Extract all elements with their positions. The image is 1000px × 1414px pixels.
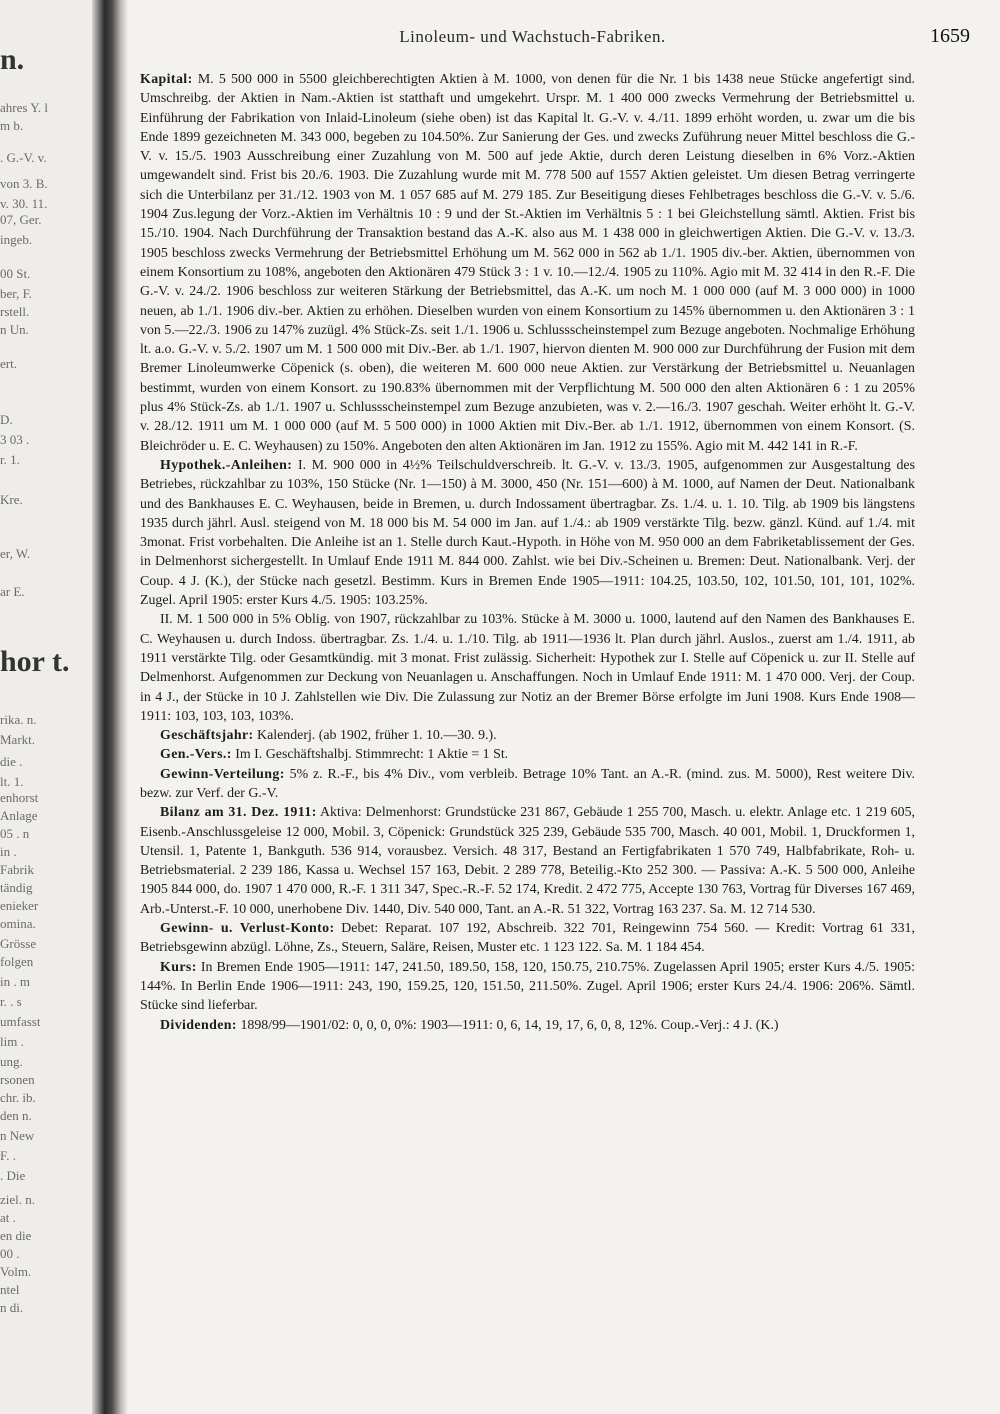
- gutter-text-fragment: in . m: [0, 974, 30, 989]
- gutter-text-fragment: ntel: [0, 1282, 20, 1297]
- gutter-text-fragment: 00 St.: [0, 266, 31, 281]
- gutter-text-fragment: enhorst: [0, 790, 39, 805]
- article-body: [140, 70, 915, 1035]
- gutter-text-fragment: at .: [0, 1210, 16, 1225]
- gutter-text-fragment: tändig: [0, 880, 33, 895]
- section-paragraph: [140, 726, 915, 745]
- gutter-text-fragment: Anlage: [0, 808, 38, 823]
- gutter-text-fragment: v. 30. 11.: [0, 196, 48, 211]
- section-label: Gewinn-Verteilung:: [160, 766, 285, 782]
- gutter-text-fragment: rika. n.: [0, 712, 37, 727]
- page-header: [135, 25, 970, 51]
- section-text: Aktiva: Delmenhorst: Grundstücke 231 867, Gebäude 1 255 700, Masch. u. elektr. Anlage etc. 1 219 605, Eisenb.-Anschlussgeleise 12 000, Mobil. 3, Cöpenick: Grundstück 325 239, Gebäude 535 700, Masch. 40 001, Mobil. 1, Druckformen 1, Utensil. 1, Patente 1, Bankguth. 536 914, vorausbez. Versich. 48 317, Bestand an Fertigfabrikaten 1 570 749, Halbfabrikate, Roh- u. Betriebsmaterial. 2 239 186, Kassa u. Wechsel 157 163, Debit. 2 289 778, Beteilig.-Kto 252 300. — Passiva: A.-K. 5 500 000, Anleihe 1905 844 000, do. 1907 1 470 000, R.-F. 1 311 347, Spec.-R.-F. 52 174, Kredit. 2 472 775, Accepte 130 763, Vortrag für Diverses 167 469, Arb.-Unterst.-F. 10 000, unerhobene Div. 1440, Div. 540 000, Tant. an A.-R. 51 322, Vortrag 163 237. Sa. M. 12 714 530.: [140, 805, 915, 917]
- gutter-text-fragment: rsonen: [0, 1072, 35, 1087]
- gutter-text-fragment: D.: [0, 412, 13, 427]
- gutter-text-fragment: m b.: [0, 118, 24, 133]
- section-text: M. 5 500 000 in 5500 gleichberechtigten Aktien à M. 1000, von denen für die Nr. 1 bis 1438 neue Stücke angefertigt sind. Umschreibg. der Aktien in Nam.-Aktien ist statthaft und umgekehrt. Urspr. M. 1 400 000 zwecks Vermehrung der Betriebsmittel u. Einführung der Fabrikation von Inlaid-Linoleum (siehe oben) ist das Kapital lt. G.-V. v. 4./11. 1899 erhöht worden, u. zwar um die bis Ende 1899 gezeichneten M. 343 000, begeben zu 104.50%. Zur Sanierung der Ges. und zwecks Zuführung neuer Mittel beschloss die G.-V. v. 15./5. 1903 Ausschreibung einer Zuzahlung von M. 500 auf jede Aktie, durch deren Leistung dieselben in 6% Vorz.-Aktien umgewandelt sind. Frist bis 20./6. 1903. Die Zuzahlung wurde mit M. 778 500 auf 1557 Aktien geleistet. Um diesen Betrag verringerte sich die Unterbilanz per 31./12. 1903 von M. 1 057 685 auf M. 279 185. Zur Beseitigung dieses Fehlbetrages beschloss die G.-V. v. 5./6. 1904 Zus.legung der Vorz.-Aktien im Verhältnis 10 : 9 und der St.-Aktien im Verhältnis 5 : 1 bei Gleichstellung sämtl. Aktien. Frist bis 15./10. 1904. Nach Durchführung der Transaktion bestand das A.-K. also aus M. 1 438 000 in gleichwertigen Aktien. Die G.-V. v. 13./3. 1905 beschloss zwecks Vermehrung der Betriebsmittel Erhöhung um M. 562 000 in 562 ab 1./1. 1905 div.-ber. Aktien, übernommen von einem Konsortium zu 108%, angeboten den Aktionären 479 Stück 3 : 1 v. 10.—12./4. 1905 zu 110%. Agio mit M. 32 414 in den R.-F. Die G.-V. v. 24./2. 1906 beschloss zur weiteren Stärkung der Betriebsmittel, das A.-K. um noch M. 1 000 000 (auf M. 3 000 000) in 1000 neuen, ab 1./1. 1906 div.-ber. Aktien zu erhöhen. Dieselben wurden von einem Konsortium zu 145% übernommen u. den Aktionären 3 : 1 von 5.—22./3. 1906 zu 147% zuzügl. 4% Stück-Zs. seit 1./1. 1906 u. Schlussscheinstempel zum Bezuge angeboten. Nochmalige Erhöhung lt. a.o. G.-V. v. 5./2. 1907 um M. 1 500 000 mit Div.-Ber. ab 1./1. 1907, hiervon dienten M. 900 000 zur Durchführung der Fusion mit dem Bremer Linoleumwerke Cöpenick (s. oben), die weiteren M. 600 000 neue Aktien. zur Verstärkung der Betriebsmittel u. Neuanlagen bestimmt, wurden von einem Konsort. zu 190.83% übernommen mit der Verpflichtung M. 500 000 den alten Aktionären 6 : 1 zu 205% plus 4% Stück-Zs. ab 1./1. 1907 u. Schlussscheinstempel zum Bezuge anzubieten, was v. 2.—16./3. 1907 geschah. Weiter erhöht lt. G.-V. v. 28./12. 1911 um M. 1 000 000 (auf M. 5 500 000) in 1000 Aktien mit Div.-Ber. ab 1./1. 1912, übernommen von einem Konsort. (S. Bleichröder u. E. C. Weyhausen) zu 150%. Angeboten den alten Aktionären im Jan. 1912 zu 155%. Agio mit M. 442 141 in R.-F.: [140, 72, 915, 454]
- gutter-text-fragment: 07, Ger.: [0, 212, 42, 227]
- gutter-text-fragment: die .: [0, 754, 23, 769]
- gutter-text-fragment: Markt.: [0, 732, 36, 747]
- section-label: Kapital:: [140, 72, 193, 87]
- gutter-text-fragment: n.: [0, 43, 25, 76]
- gutter-text-fragment: er, W.: [0, 546, 31, 561]
- section-text: In Bremen Ende 1905—1911: 147, 241.50, 189.50, 158, 120, 150.75, 210.75%. Zugelassen April 1905; erster Kurs 4./5. 1905: 144%. In Berlin Ende 1906—1911: 243, 190, 159.25, 120, 151.50, 211.50%. Zugel. April 1906; erster Kurs 24./4. 1906: 206%. Sämtl. Stücke sind lieferbar.: [140, 959, 915, 1014]
- section-text: Kalenderj. (ab 1902, früher 1. 10.—30. 9.).: [257, 728, 497, 744]
- gutter-text-fragment: . G.-V. v.: [0, 150, 47, 165]
- gutter-text-fragment: 00 .: [0, 1246, 20, 1261]
- gutter-text-fragment: Volm.: [0, 1264, 32, 1279]
- gutter-text-fragment: ar E.: [0, 584, 25, 599]
- section-paragraph: [140, 919, 915, 958]
- adjacent-page-gutter: [0, 0, 95, 1414]
- running-title: Linoleum- und Wachstuch-Fabriken.: [399, 27, 666, 46]
- section-paragraph: [140, 456, 915, 610]
- gutter-text-fragment: ingeb.: [0, 232, 33, 247]
- gutter-text-fragment: en die: [0, 1228, 32, 1243]
- section-paragraph: [140, 1016, 915, 1035]
- gutter-text-fragment: omina.: [0, 916, 36, 931]
- gutter-text-fragment: ziel. n.: [0, 1192, 36, 1207]
- gutter-text-fragment: r. 1.: [0, 452, 20, 467]
- section-paragraph: [140, 745, 915, 764]
- gutter-text-fragment: ung.: [0, 1054, 23, 1069]
- gutter-text-fragment: Grösse: [0, 936, 37, 951]
- gutter-text-fragment: rstell.: [0, 304, 30, 319]
- gutter-text-fragment: r. . s: [0, 994, 22, 1009]
- section-label: Kurs:: [160, 959, 197, 975]
- section-label: Bilanz am 31. Dez. 1911:: [160, 805, 317, 821]
- section-label: Gen.-Vers.:: [160, 747, 232, 763]
- gutter-text-fragment: ahres Y. l: [0, 100, 49, 115]
- gutter-text-fragment: ert.: [0, 356, 17, 371]
- gutter-text-fragment: den n.: [0, 1108, 32, 1123]
- section-label: Hypothek.-Anleihen:: [160, 457, 293, 473]
- page-number: 1659: [930, 25, 970, 47]
- section-paragraph: [140, 958, 915, 1016]
- section-paragraph: [140, 765, 915, 804]
- gutter-text-fragment: chr. ib.: [0, 1090, 36, 1105]
- section-label: Gewinn- u. Verlust-Konto:: [160, 921, 335, 937]
- gutter-text-fragment: ber, F.: [0, 286, 33, 301]
- section-label: Geschäftsjahr:: [160, 728, 254, 744]
- gutter-text-fragment: n di.: [0, 1300, 24, 1315]
- section-label: Dividenden:: [160, 1017, 237, 1033]
- gutter-text-fragment: n New: [0, 1128, 35, 1143]
- gutter-text-fragment: in .: [0, 844, 17, 859]
- page-fold-shadow: [92, 0, 128, 1414]
- section-paragraph: [140, 70, 915, 456]
- gutter-text-fragment: Fabrik: [0, 862, 34, 877]
- gutter-text-fragment: . Die: [0, 1168, 26, 1183]
- gutter-text-fragment: 3 03 .: [0, 432, 30, 447]
- section-text: I. M. 900 000 in 4½% Teilschuldverschreib. lt. G.-V. v. 13./3. 1905, aufgenommen zur Ausgestaltung des Betriebes, rückzahlbar zu 103%, 150 Stücke (Nr. 1—150) à M. 3000, 450 (Nr. 151—600) à M. 1000, auf Namen der Deut. Nationalbank und des Bankhauses E. C. Weyhausen, beide in Bremen, u. durch Indossament übertragbar. Zs. 1./4. u. 1. 10. Tilg. ab 1909 bis längstens 1935 durch jährl. Ausl. steigend von M. 18 000 bis M. 54 000 im Jan. auf 1./4.: ab 1909 verstärkte Tilg. bezw. gänzl. Künd. auf 1./4. mit 3monat. Frist vorbehalten. Die Anleihe ist an 1. Stelle durch Kaut.-Hypoth. in Höhe von M. 950 000 an dem Fabriketablissement der Ges. in Delmenhorst sichergestellt. In Umlauf Ende 1911 M. 844 000. Zahlst. wie bei Div.-Scheinen u. Bremen: Deut. Nationalbank. Verj. der Coup. 4 J. (K.), der Stücke nach gesetzl. Bestimm. Kurs in Bremen Ende 1905—1911: 104.25, 103.50, 102, 101.50, 101, 101, 102%. Zugel. April 1905: erster Kurs 4./5. 1905: 103.25%.: [140, 457, 915, 609]
- section-text: Im I. Geschäftshalbj. Stimmrecht: 1 Aktie = 1 St.: [235, 747, 509, 763]
- gutter-text-fragment: enieker: [0, 898, 39, 913]
- section-text: II. M. 1 500 000 in 5% Oblig. von 1907, rückzahlbar zu 103%. Stücke à M. 3000 u. 1000, lautend auf den Namen des Bankhauses E. C. Weyhausen u. durch Indoss. übertragbar. Zs. 1./4. u. 1./10. Tilg. ab 1911—1936 lt. Plan durch jährl. Auslos., zuerst am 1./4. 1911, ab 1911 verstärkte Tilg. oder Gesamtkündig. mit 3 monat. Frist zulässig. Sicherheit: Hypothek zur I. Stelle auf Cöpenick u. zur II. Stelle auf Delmenhorst. Aufgenommen zur Deckung von Neuanlagen u. Anschaffungen. Noch in Umlauf Ende 1911: M. 1 470 000. Verj. der Coup. in 4 J., der Stücke in 10 J. Zahlstellen wie Div. Die Zulassung zur Notiz an der Bremer Börse erfolgte im Juni 1908. Kurs Ende 1908—1911: 103, 103, 103, 103%.: [140, 612, 915, 724]
- section-paragraph: [140, 610, 915, 726]
- gutter-text-fragment: 05 . n: [0, 826, 30, 841]
- gutter-text-fragment: Kre.: [0, 492, 23, 507]
- gutter-text-fragment: hor t.: [0, 645, 70, 678]
- gutter-text-fragment: umfasst: [0, 1014, 41, 1029]
- gutter-text-fragment: von 3. B.: [0, 176, 48, 191]
- section-text: Debet: Reparat. 107 192, Abschreib. 322 701, Reingewinn 754 560. — Kredit: Vortrag 61 331, Betriebsgewinn abzügl. Löhne, Zs., Steuern, Saläre, Reisen, Muster etc. 1 123 122. Sa. M. 1 184 454.: [140, 921, 915, 956]
- gutter-text-fragment: folgen: [0, 954, 34, 969]
- section-text: 1898/99—1901/02: 0, 0, 0, 0%: 1903—1911: 0, 6, 14, 19, 17, 6, 0, 8, 12%. Coup.-Verj.: 4 J. (K.): [240, 1017, 779, 1033]
- section-text: 5% z. R.-F., bis 4% Div., vom verbleib. Betrage 10% Tant. an A.-R. (mind. zus. M. 5000), Rest weitere Div. bezw. zur Verf. der G.-V.: [140, 766, 915, 801]
- section-paragraph: [140, 803, 915, 919]
- gutter-text-fragment: F. .: [0, 1148, 16, 1163]
- gutter-text-fragment: lim .: [0, 1034, 24, 1049]
- gutter-text-fragment: lt. 1.: [0, 774, 24, 789]
- gutter-text-fragment: n Un.: [0, 322, 29, 337]
